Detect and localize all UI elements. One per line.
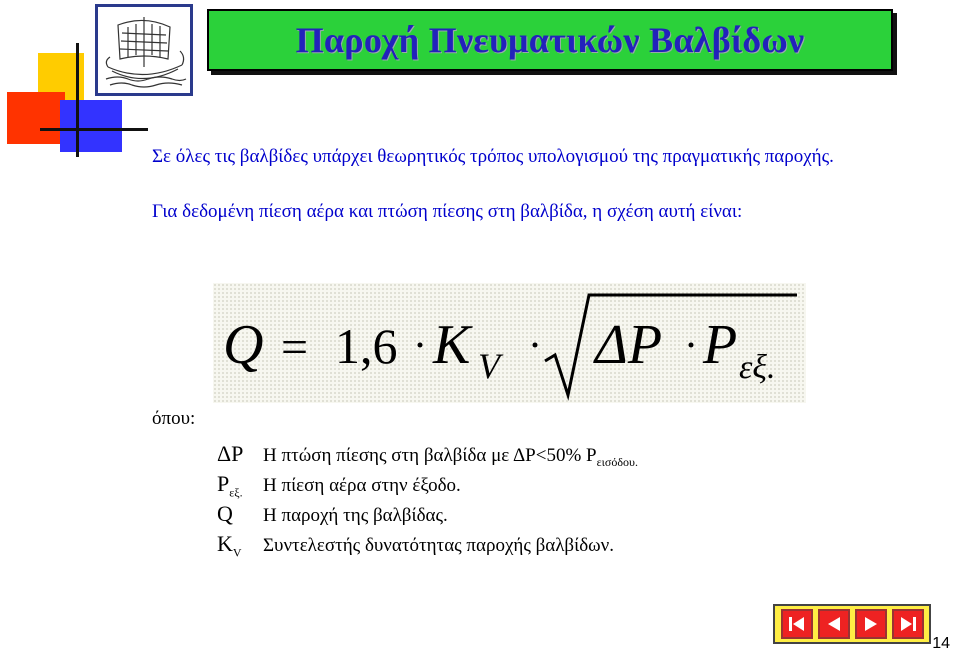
- decor-blue-square: [60, 100, 122, 152]
- definitions-list: [217, 441, 638, 561]
- definition-text: Η πίεση αέρα στην έξοδο.: [263, 475, 461, 496]
- definition-kv: [217, 531, 638, 561]
- prev-icon: [823, 613, 845, 635]
- next-icon: [860, 613, 882, 635]
- next-slide-button[interactable]: [855, 609, 887, 639]
- page-number: 14: [932, 635, 950, 652]
- formula-coefficient: 1,6: [335, 318, 398, 374]
- definition-symbol: $P_{\varepsilon\xi.}$: [217, 471, 243, 500]
- formula-dot-1: [418, 343, 423, 348]
- formula-equals: =: [281, 321, 309, 374]
- first-slide-button[interactable]: [781, 609, 813, 639]
- paragraph-relation: Για δεδομένη πίεση αέρα και πτώση πίεσης στη βαλβίδα, η σχέση αυτή είναι:: [152, 201, 743, 222]
- slide-title: Παροχή Πνευματικών Βαλβίδων: [295, 20, 805, 60]
- definition-text: Η παροχή της βαλβίδας.: [263, 505, 448, 526]
- first-icon: [786, 613, 808, 635]
- definition-text: Η πτώση πίεσης στη βαλβίδα με ΔP<50% $P_{\varepsilon\iota\sigma ό\delta o\upsilon.}$: [263, 445, 638, 469]
- formula-k: K: [433, 314, 471, 376]
- definition-q: [217, 501, 638, 531]
- paragraph-theory: Σε όλες τις βαλβίδες υπάρχει θεωρητικός τρόπος υπολογισμού της πραγματικής παροχής.: [152, 146, 834, 167]
- formula-q: Q: [223, 314, 264, 376]
- prev-slide-button[interactable]: [818, 609, 850, 639]
- definition-symbol: $K_V$: [217, 531, 242, 560]
- definition-p-exit: [217, 471, 638, 501]
- definition-symbol: Q: [217, 501, 233, 526]
- slide-navigation: [773, 604, 931, 644]
- decor-red-square: [7, 92, 65, 144]
- definition-text: Συντελεστής δυνατότητας παροχής βαλβίδων.: [263, 535, 615, 556]
- formula-dot-3: [689, 343, 694, 348]
- last-icon: [897, 613, 919, 635]
- where-label: όπου:: [152, 408, 196, 429]
- formula-delta-p: ΔP: [595, 314, 663, 376]
- ship-logo: [95, 4, 193, 96]
- title-banner: [207, 9, 893, 71]
- formula-p-sub: εξ.: [739, 349, 776, 386]
- definition-delta-p: [217, 441, 638, 471]
- formula-p: P: [703, 314, 738, 376]
- formula-box: [213, 283, 806, 403]
- decor-vertical-line: [76, 43, 79, 157]
- formula-dot-2: [533, 343, 538, 348]
- ship-icon: [98, 7, 190, 93]
- formula-k-sub: V: [478, 346, 500, 386]
- decor-horizontal-line: [40, 128, 148, 131]
- last-slide-button[interactable]: [892, 609, 924, 639]
- flow-formula: [213, 283, 806, 403]
- definition-symbol: ΔP: [217, 441, 244, 466]
